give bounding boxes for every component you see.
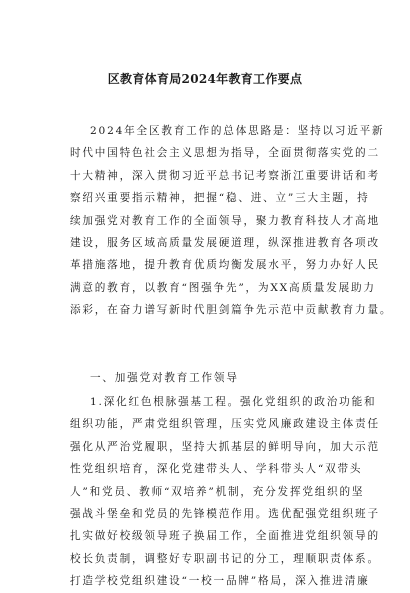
intro-line: 察绍兴重要指示精神，把握“稳、进、立”三大主题，持	[70, 192, 370, 205]
section-heading	[70, 367, 348, 389]
intro-paragraph	[70, 120, 393, 322]
intro-line: 满意的教育，以教育“图强争先”，为XX高质量发展助力	[70, 281, 376, 294]
intro-line: 革措施落地，提升教育优质均衡发展水平，努力办好人民	[70, 259, 380, 272]
intro-line: 续加强党对教育工作的全面领导，聚力教育科技人才高地	[70, 214, 380, 227]
section-line: 人”和党员、教师“双培养”机制，充分发挥党组织的坚	[70, 485, 365, 498]
section-line: 校长负责制，调整好专职副书记的分工，理顺职责体系。	[70, 552, 380, 565]
intro-line: 时代中国特色社会主义思想为指导，全面贯彻落实党的二	[70, 147, 380, 160]
section-line: 组织功能，严肃党组织管理，压实党风廉政建设主体责任	[70, 418, 380, 431]
section-paragraph	[70, 391, 380, 593]
section-line: 性党组织培育，深化党建带头人、学科带头人“双带头	[70, 463, 363, 476]
intro-line: 2024年全区教育工作的总体思路是：坚持以习近平新	[90, 125, 385, 137]
intro-line: 添彩，在奋力谱写新时代胆剑篇争先示范中贡献教育力量。	[70, 304, 393, 317]
section-line: 打造学校党组织建设“一校一品牌”格局，深入推进清廉	[70, 575, 370, 588]
section-heading-text: 一、加强党对教育工作领导	[90, 372, 239, 384]
section-line: 强战斗堡垒和党员的先锋模范作用。选优配强党组织班子	[70, 507, 380, 520]
section-line: 强化从严治党履职，坚持大抓基层的鲜明导向，加大示范	[70, 440, 380, 453]
section-line: 1.深化红色根脉强基工程。强化党组织的政治功能和	[90, 396, 377, 408]
section-line: 扎实做好校级领导班子换届工作，全面推进党组织领导的	[70, 530, 380, 543]
intro-line: 建设，服务区域高质量发展硬道理，纵深推进教育各项改	[70, 236, 380, 249]
intro-line: 十大精神，深入贯彻习近平总书记考察浙江重要讲话和考	[70, 169, 380, 182]
document-title: 区教育体育局2024年教育工作要点	[107, 72, 303, 86]
